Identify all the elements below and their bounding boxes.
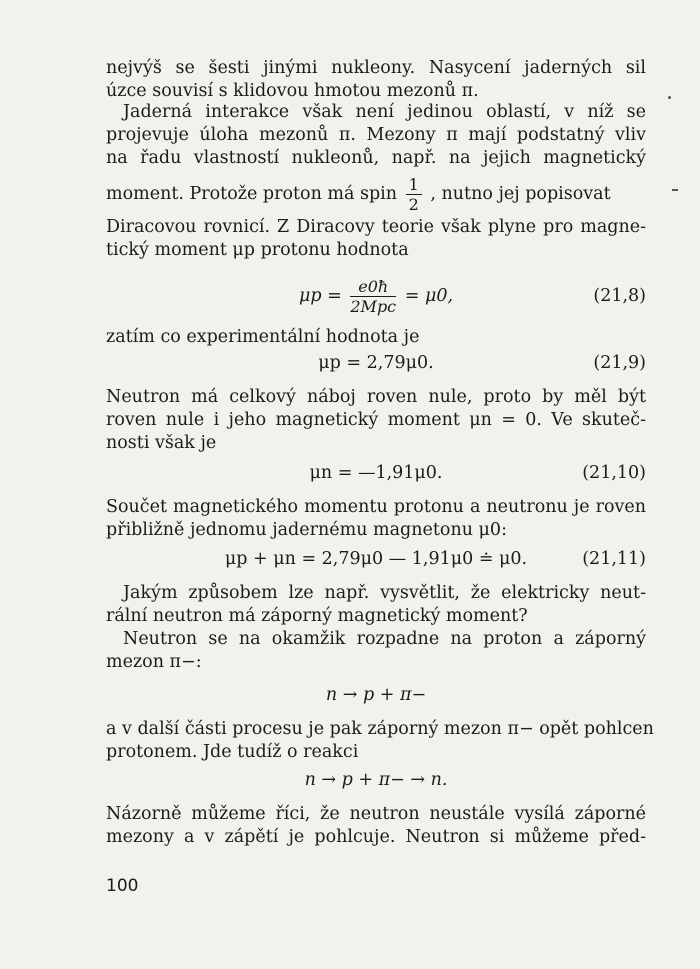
text-line: nejvýš se šesti jinými nukleony. Nasycení jaderných sil [106,58,646,78]
equation-fraction [350,276,397,316]
equation-number: (21,11) [582,549,646,569]
equation-21-10 [106,461,646,485]
reaction-expression: n → p + π− [325,685,427,705]
equation-expression: μn = —1,91μ0. [309,463,443,483]
spin-line [106,172,646,216]
text-line: zatím co experimentální hodnota je [106,327,420,347]
text-line: nosti však je [106,433,217,453]
text-line: mezon π−: [106,652,202,672]
text-line: Neutron má celkový náboj roven nule, proto by měl být [106,387,646,407]
equation-21-8 [106,276,646,316]
equation-rhs: = μ0, [404,286,454,306]
reaction-expression: n → p + π− → n. [304,770,448,790]
text-line: na řadu vlastností nukleonů, např. na jejich magnetický [106,148,646,168]
text-line: Diracovou rovnicí. Z Diracovy teorie však plyne pro magne- [106,217,646,237]
print-speck [672,189,678,191]
text-line: roven nule i jeho magnetický moment μn = 0. Ve skuteč- [106,410,646,430]
fraction-numerator: e0ħ [350,279,396,297]
equation-lhs: μp = [298,286,342,306]
fraction-numerator: 1 [406,177,422,195]
text-line: Názorně můžeme říci, že neutron neustále vysílá záporné [106,804,646,824]
page-number: 100 [106,876,139,896]
equation-expression: μp = 2,79μ0. [318,353,434,373]
text-line: protonem. Jde tudíž o reakci [106,742,359,762]
equation-expression [106,276,646,316]
text-line: rální neutron má záporný magnetický moment? [106,606,528,626]
equation-number: (21,10) [582,463,646,483]
print-speck [668,96,671,99]
equation-21-11 [106,547,646,571]
fraction-denominator: 2Mpc [350,296,397,316]
text-line: a v další části procesu je pak záporný mezon π− opět pohlcen [106,719,654,739]
spin-fraction [406,174,422,214]
reaction-1 [106,683,646,707]
text-line: tický moment μp protonu hodnota [106,240,409,260]
text-line: projevuje úloha mezonů π. Mezony π mají podstatný vliv [106,125,646,145]
equation-number: (21,9) [593,353,646,373]
text-line: Neutron se na okamžik rozpadne na proton a záporný [123,629,646,649]
text-line: Jaderná interakce však není jedinou oblastí, v níž se [123,102,646,122]
text-line: mezony a v zápětí je pohlcuje. Neutron si můžeme před- [106,827,646,847]
equation-expression: μp + μn = 2,79μ0 — 1,91μ0 ≐ μ0. [224,549,528,569]
text-line: Jakým způsobem lze např. vysvětlit, že elektricky neut- [123,583,646,603]
fraction-denominator: 2 [408,194,419,214]
text-line: Součet magnetického momentu protonu a neutronu je roven [106,497,646,517]
text-segment: moment. Protože proton má spin [106,184,398,204]
text-line: úzce souvisí s klidovou hmotou mezonů π. [106,81,479,101]
text-line: přibližně jednomu jadernému magnetonu μ0: [106,520,507,540]
reaction-2 [106,768,646,792]
equation-number: (21,8) [593,286,646,306]
text-segment: , nutno jej popisovat [430,184,611,204]
equation-21-9 [106,351,646,375]
